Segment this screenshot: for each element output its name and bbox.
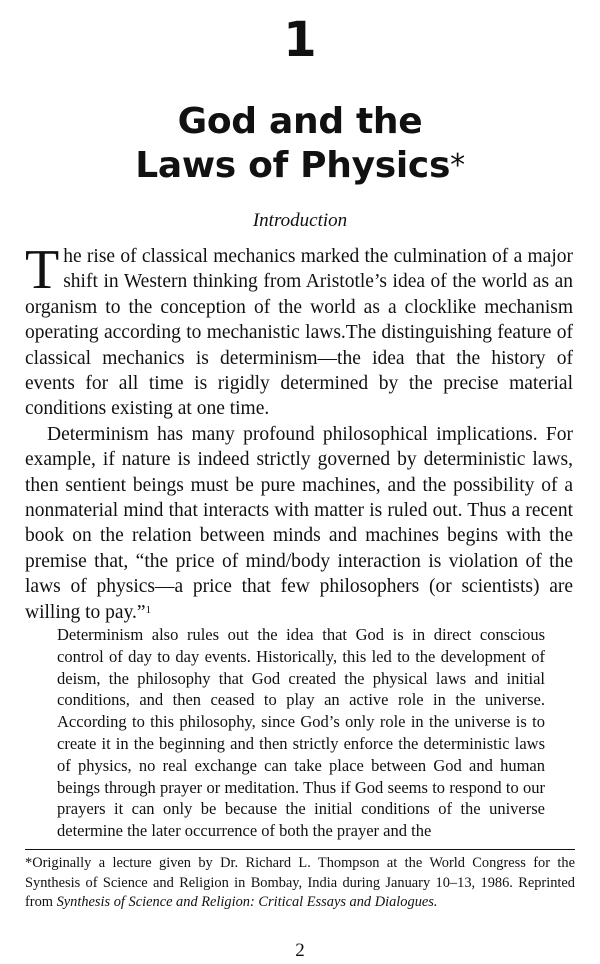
paragraph-2-text: Determinism has many profound philosophical implications. For example, if nature is indeed strictly governed by deterministic laws, then sentient beings must be pure machines, and the possibility of a nonmaterial mind that interacts with matter is ruled out. Thus a recent book on the relation between minds and machines begins with the premise that, “the price of mind/body interaction is violation of the laws of physics—a price that few philosophers (or scientists) are willing to pay.” — [25, 423, 573, 623]
footnote-divider — [25, 849, 575, 850]
footnote — [25, 854, 575, 913]
page-number: 2 — [295, 940, 305, 961]
chapter-title-line-1: God and the — [177, 101, 423, 142]
section-heading: Introduction — [252, 210, 348, 231]
body-text — [25, 239, 573, 625]
chapter-title-line-2 — [0, 144, 600, 188]
chapter-number: 1 — [283, 12, 317, 68]
reference-marker: 1 — [145, 603, 152, 616]
chapter-title — [0, 100, 600, 188]
drop-cap: T — [25, 239, 60, 301]
block-quote-text: Determinism also rules out the idea that God is in direct conscious control of day to day events. Historically, this led to the development of deism, the philosophy that God created the physical laws and initial conditions, and then ceased to play an active role in the universe. According to this philosophy, since God’s only role in the universe is to create it in the beginning and then strictly enforce the deterministic laws of physics, no real exchange can take place between God and human beings through prayer or meditation. Thus if God seems to respond to our prayers it can only be because the initial conditions of the universe determine the later occurrence of both the prayer and the — [57, 625, 545, 841]
paragraph-2 — [25, 422, 573, 625]
block-quote — [57, 624, 545, 842]
paragraph-1-text: he rise of classical mechanics marked the culmination of a major shift in Western thinking from Aristotle’s idea of the world as an organism to the conception of the world as a clocklike mechanism operating according to mechanistic laws.The distinguishing feature of classical mechanics is determinism—the idea that the history of events for all time is rigidly determined by the precise material conditions existing at one time. — [25, 246, 573, 420]
paragraph-1 — [25, 239, 573, 422]
footnote-source: Synthesis of Science and Religion: Critical Essays and Dialogues. — [56, 894, 438, 910]
footnote-marker: * — [450, 148, 465, 183]
footnote-text: *Originally a lecture given by Dr. Richard L. Thompson at the World Congress for the Synthesis of Science and Religion in Bombay, India during January 10–13, 1986. Reprinted from — [25, 855, 575, 910]
chapter-title-line-2-text: Laws of Physics — [135, 145, 451, 186]
